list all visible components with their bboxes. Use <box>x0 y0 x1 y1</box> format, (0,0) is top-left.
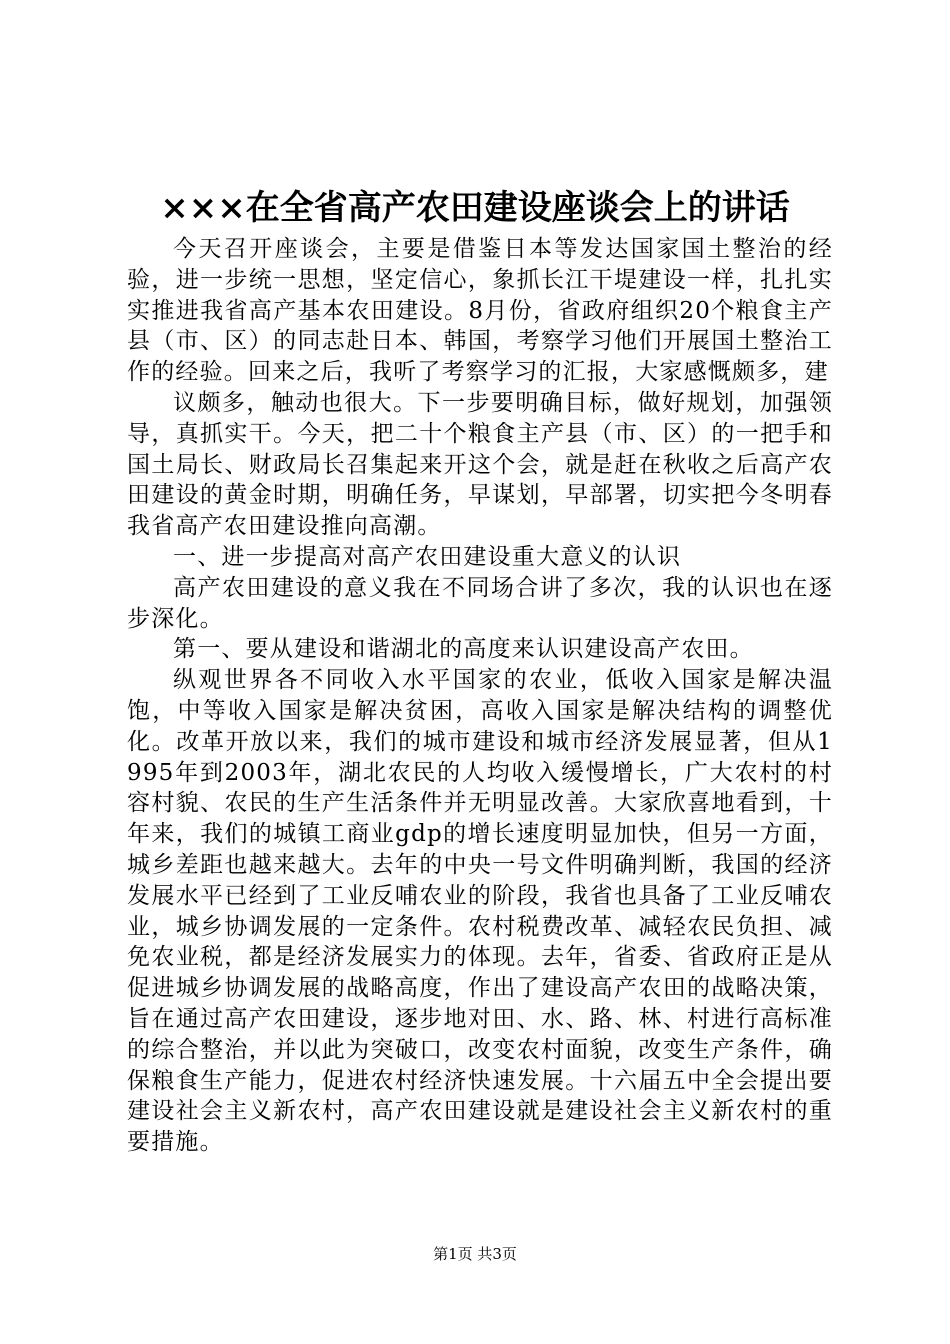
paragraph: 今天召开座谈会，主要是借鉴日本等发达国家国土整治的经验，进一步统一思想，坚定信心，象抓长江干堤建设一样，扎扎实实推进我省高产基本农田建设。8月份，省政府组织20个粮食主产县（市、区）的同志赴日本、韩国，考察学习他们开展国土整治工作的经验。回来之后，我听了考察学习的汇报，大家感慨颇多，建 <box>127 236 833 386</box>
paragraph: 纵观世界各不同收入水平国家的农业，低收入国家是解决温饱，中等收入国家是解决贫困，高收入国家是解决结构的调整优化。改革开放以来，我们的城市建设和城市经济发展显著，但从1995年到2003年，湖北农民的人均收入缓慢增长，广大农村的村容村貌、农民的生产生活条件并无明显改善。大家欣喜地看到，十年来，我们的城镇工商业gdp的增长速度明显加快，但另一方面，城乡差距也越来越大。去年的中央一号文件明确判断，我国的经济发展水平已经到了工业反哺农业的阶段，我省也具备了工业反哺农业，城乡协调发展的一定条件。农村税费改革、减轻农民负担、减免农业税，都是经济发展实力的体现。去年，省委、省政府正是从促进城乡协调发展的战略高度，作出了建设高产农田的战略决策，旨在通过高产农田建设，逐步地对田、水、路、林、村进行高标准的综合整治，并以此为突破口，改变农村面貌，改变生产条件，确保粮食生产能力，促进农村经济快速发展。十六届五中全会提出要建设社会主义新农村，高产农田建设就是建设社会主义新农村的重要措施。 <box>127 667 833 1156</box>
paragraph: 议颇多，触动也很大。下一步要明确目标，做好规划，加强领导，真抓实干。今天，把二十个粮食主产县（市、区）的一把手和国土局长、财政局长召集起来开这个会，就是赶在秋收之后高产农田建设的黄金时期，明确任务，早谋划，早部署，切实把今冬明春我省高产农田建设推向高潮。 <box>127 389 833 540</box>
section-heading: 一、进一步提高对高产农田建设重大意义的认识 <box>173 543 682 570</box>
subsection-heading: 第一、要从建设和谐湖北的高度来认识建设高产农田。 <box>173 636 754 663</box>
document-title: ×××在全省高产农田建设座谈会上的讲话 <box>160 188 790 228</box>
document-body <box>127 234 833 1158</box>
paragraph: 高产农田建设的意义我在不同场合讲了多次，我的认识也在逐步深化。 <box>127 574 833 632</box>
page-footer: 第1页 共3页 <box>433 1245 517 1263</box>
